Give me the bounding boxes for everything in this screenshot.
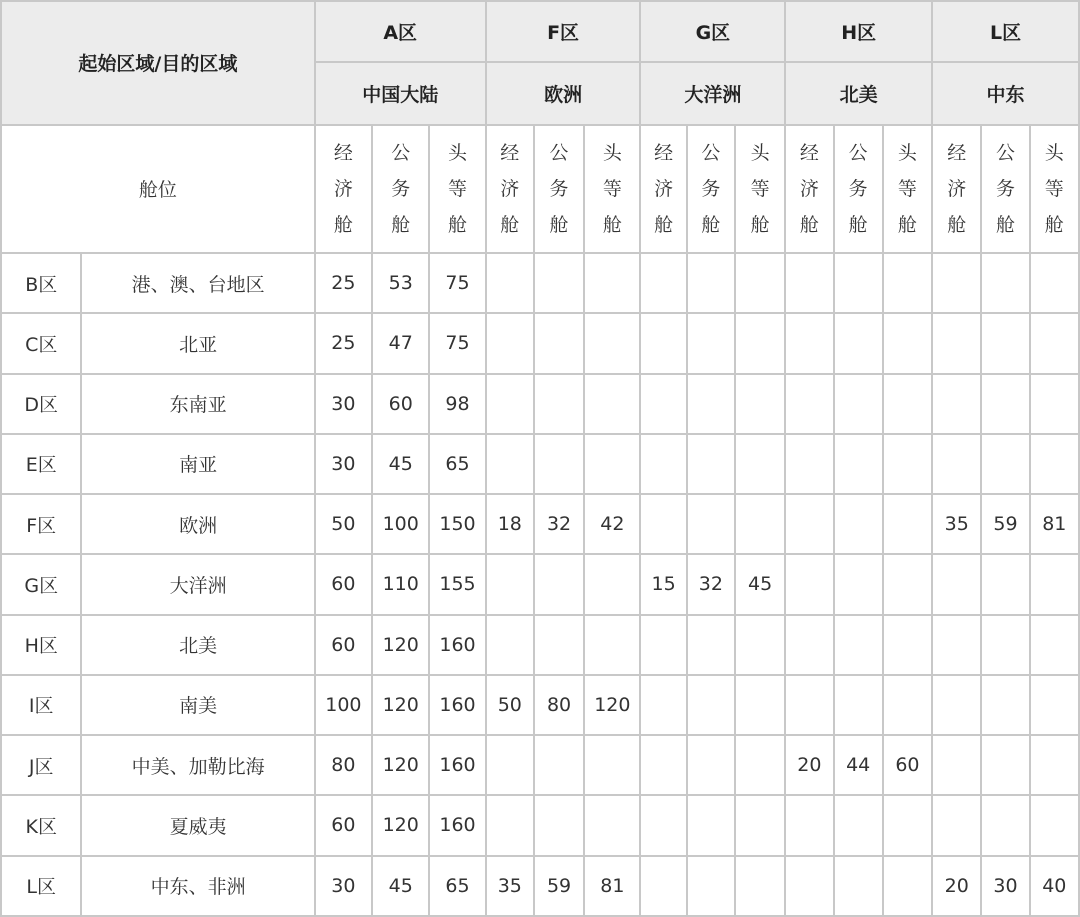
cabin-row-label: 舱位 <box>1 125 315 254</box>
miles-cell <box>735 313 785 373</box>
miles-cell: 80 <box>315 735 372 795</box>
cabin-header-first: 头 等 舱 <box>735 125 785 254</box>
miles-cell <box>1030 554 1079 614</box>
origin-zone: K区 <box>1 795 81 855</box>
origin-zone: G区 <box>1 554 81 614</box>
miles-cell <box>735 675 785 735</box>
miles-cell <box>584 554 640 614</box>
origin-zone: I区 <box>1 675 81 735</box>
miles-cell <box>735 856 785 916</box>
miles-cell <box>584 434 640 494</box>
miles-cell: 60 <box>883 735 932 795</box>
miles-cell: 42 <box>584 494 640 554</box>
cabin-header-economy: 经 济 舱 <box>640 125 686 254</box>
miles-cell: 32 <box>687 554 735 614</box>
cabin-header-economy: 经 济 舱 <box>486 125 534 254</box>
dest-region-a: 中国大陆 <box>315 62 486 124</box>
miles-cell: 25 <box>315 253 372 313</box>
miles-cell <box>981 795 1029 855</box>
miles-cell <box>534 253 584 313</box>
origin-zone: B区 <box>1 253 81 313</box>
cabin-header-first: 头 等 舱 <box>1030 125 1079 254</box>
miles-cell <box>785 675 833 735</box>
dest-region-g: 大洋洲 <box>640 62 785 124</box>
miles-cell: 45 <box>372 434 429 494</box>
miles-cell <box>534 735 584 795</box>
origin-zone: D区 <box>1 374 81 434</box>
miles-cell <box>640 313 686 373</box>
miles-cell <box>981 675 1029 735</box>
miles-cell <box>687 434 735 494</box>
miles-cell <box>687 675 735 735</box>
miles-cell <box>981 253 1029 313</box>
miles-cell <box>834 313 883 373</box>
miles-cell <box>932 795 981 855</box>
miles-cell <box>640 253 686 313</box>
miles-cell: 81 <box>584 856 640 916</box>
miles-cell <box>584 615 640 675</box>
miles-cell <box>534 434 584 494</box>
dest-region-l: 中东 <box>932 62 1079 124</box>
miles-cell <box>981 615 1029 675</box>
miles-cell: 160 <box>429 735 485 795</box>
miles-cell: 25 <box>315 313 372 373</box>
miles-cell: 53 <box>372 253 429 313</box>
miles-cell: 81 <box>1030 494 1079 554</box>
miles-cell <box>1030 795 1079 855</box>
corner-label: 起始区域/目的区域 <box>1 1 315 125</box>
miles-cell <box>735 494 785 554</box>
origin-region: 中美、加勒比海 <box>81 735 314 795</box>
miles-cell: 120 <box>372 615 429 675</box>
miles-cell <box>883 313 932 373</box>
miles-cell: 20 <box>932 856 981 916</box>
miles-cell <box>883 374 932 434</box>
dest-region-h: 北美 <box>785 62 932 124</box>
miles-cell <box>981 554 1029 614</box>
miles-cell <box>785 795 833 855</box>
miles-cell <box>687 494 735 554</box>
miles-cell <box>584 374 640 434</box>
miles-cell <box>640 735 686 795</box>
miles-cell: 100 <box>315 675 372 735</box>
origin-region: 北美 <box>81 615 314 675</box>
miles-cell <box>534 615 584 675</box>
miles-cell: 60 <box>372 374 429 434</box>
miles-cell <box>735 434 785 494</box>
origin-region: 中东、非洲 <box>81 856 314 916</box>
miles-cell: 100 <box>372 494 429 554</box>
miles-cell <box>640 374 686 434</box>
miles-cell <box>883 253 932 313</box>
miles-cell <box>534 554 584 614</box>
origin-region: 大洋洲 <box>81 554 314 614</box>
miles-cell <box>1030 253 1079 313</box>
miles-cell <box>486 615 534 675</box>
cabin-header-first: 头 等 舱 <box>429 125 485 254</box>
miles-cell <box>785 253 833 313</box>
miles-cell <box>687 253 735 313</box>
miles-cell: 44 <box>834 735 883 795</box>
miles-cell <box>1030 675 1079 735</box>
miles-cell <box>1030 615 1079 675</box>
miles-cell <box>834 374 883 434</box>
cabin-header-first: 头 等 舱 <box>584 125 640 254</box>
miles-cell: 59 <box>534 856 584 916</box>
cabin-header-business: 公 务 舱 <box>534 125 584 254</box>
miles-cell <box>687 374 735 434</box>
miles-cell <box>883 795 932 855</box>
miles-cell: 155 <box>429 554 485 614</box>
miles-cell <box>584 795 640 855</box>
miles-cell: 59 <box>981 494 1029 554</box>
miles-cell: 120 <box>584 675 640 735</box>
origin-zone: H区 <box>1 615 81 675</box>
origin-zone: E区 <box>1 434 81 494</box>
miles-cell: 110 <box>372 554 429 614</box>
miles-cell <box>981 434 1029 494</box>
miles-cell: 160 <box>429 795 485 855</box>
miles-cell <box>834 795 883 855</box>
miles-cell <box>640 795 686 855</box>
miles-cell: 20 <box>785 735 833 795</box>
miles-cell: 98 <box>429 374 485 434</box>
dest-region-f: 欧洲 <box>486 62 641 124</box>
miles-cell <box>486 313 534 373</box>
origin-region: 东南亚 <box>81 374 314 434</box>
miles-cell <box>584 735 640 795</box>
miles-cell: 75 <box>429 253 485 313</box>
miles-cell <box>640 615 686 675</box>
miles-cell <box>584 313 640 373</box>
miles-cell: 75 <box>429 313 485 373</box>
miles-cell <box>883 856 932 916</box>
miles-cell <box>640 856 686 916</box>
miles-cell <box>932 434 981 494</box>
miles-cell: 50 <box>486 675 534 735</box>
cabin-header-business: 公 务 舱 <box>834 125 883 254</box>
miles-cell <box>486 795 534 855</box>
miles-cell: 40 <box>1030 856 1079 916</box>
miles-cell <box>735 374 785 434</box>
dest-zone-a: A区 <box>315 1 486 62</box>
miles-cell <box>534 374 584 434</box>
miles-cell <box>1030 434 1079 494</box>
miles-cell <box>584 253 640 313</box>
cabin-header-business: 公 务 舱 <box>981 125 1029 254</box>
origin-region: 欧洲 <box>81 494 314 554</box>
miles-cell: 120 <box>372 795 429 855</box>
miles-cell <box>486 554 534 614</box>
miles-cell <box>834 253 883 313</box>
miles-cell: 150 <box>429 494 485 554</box>
cabin-header-economy: 经 济 舱 <box>315 125 372 254</box>
miles-cell: 32 <box>534 494 584 554</box>
cabin-header-economy: 经 济 舱 <box>932 125 981 254</box>
miles-cell <box>834 554 883 614</box>
miles-cell <box>785 615 833 675</box>
miles-cell <box>883 494 932 554</box>
origin-zone: L区 <box>1 856 81 916</box>
origin-region: 北亚 <box>81 313 314 373</box>
miles-cell <box>981 313 1029 373</box>
dest-zone-g: G区 <box>640 1 785 62</box>
miles-cell <box>981 735 1029 795</box>
miles-cell <box>486 253 534 313</box>
miles-cell <box>735 735 785 795</box>
miles-cell: 47 <box>372 313 429 373</box>
miles-cell <box>932 313 981 373</box>
miles-cell <box>735 253 785 313</box>
miles-cell: 120 <box>372 735 429 795</box>
miles-cell <box>883 615 932 675</box>
miles-cell <box>981 374 1029 434</box>
miles-cell: 120 <box>372 675 429 735</box>
miles-cell: 160 <box>429 615 485 675</box>
miles-cell: 30 <box>981 856 1029 916</box>
miles-cell: 18 <box>486 494 534 554</box>
miles-cell <box>640 434 686 494</box>
cabin-header-economy: 经 济 舱 <box>785 125 833 254</box>
miles-cell: 60 <box>315 795 372 855</box>
miles-cell <box>785 374 833 434</box>
miles-cell: 30 <box>315 434 372 494</box>
miles-cell <box>687 856 735 916</box>
miles-cell <box>883 675 932 735</box>
miles-cell: 35 <box>932 494 981 554</box>
miles-cell <box>932 253 981 313</box>
cabin-header-business: 公 务 舱 <box>687 125 735 254</box>
origin-zone: J区 <box>1 735 81 795</box>
miles-cell <box>534 313 584 373</box>
miles-cell: 30 <box>315 856 372 916</box>
miles-cell <box>486 735 534 795</box>
miles-cell <box>735 615 785 675</box>
miles-cell <box>1030 313 1079 373</box>
miles-cell <box>486 434 534 494</box>
miles-cell <box>932 735 981 795</box>
miles-cell <box>785 856 833 916</box>
miles-cell <box>883 434 932 494</box>
miles-cell <box>932 554 981 614</box>
miles-cell <box>735 795 785 855</box>
miles-cell <box>687 735 735 795</box>
miles-cell <box>534 795 584 855</box>
dest-zone-l: L区 <box>932 1 1079 62</box>
miles-cell: 15 <box>640 554 686 614</box>
miles-cell <box>687 615 735 675</box>
miles-cell <box>785 434 833 494</box>
origin-region: 南美 <box>81 675 314 735</box>
miles-cell <box>932 615 981 675</box>
miles-cell <box>785 494 833 554</box>
miles-cell: 50 <box>315 494 372 554</box>
cabin-header-first: 头 等 舱 <box>883 125 932 254</box>
miles-cell <box>687 313 735 373</box>
miles-cell <box>640 494 686 554</box>
origin-region: 夏威夷 <box>81 795 314 855</box>
miles-cell <box>883 554 932 614</box>
miles-cell: 60 <box>315 615 372 675</box>
miles-cell: 160 <box>429 675 485 735</box>
miles-cell <box>932 675 981 735</box>
miles-cell: 60 <box>315 554 372 614</box>
miles-cell: 65 <box>429 434 485 494</box>
miles-cell <box>1030 374 1079 434</box>
origin-zone: F区 <box>1 494 81 554</box>
miles-cell: 45 <box>372 856 429 916</box>
dest-zone-f: F区 <box>486 1 641 62</box>
miles-cell <box>785 313 833 373</box>
dest-zone-h: H区 <box>785 1 932 62</box>
miles-cell <box>785 554 833 614</box>
miles-cell <box>834 675 883 735</box>
miles-cell <box>834 856 883 916</box>
origin-zone: C区 <box>1 313 81 373</box>
miles-cell <box>687 795 735 855</box>
miles-cell <box>834 615 883 675</box>
miles-cell <box>932 374 981 434</box>
miles-cell <box>640 675 686 735</box>
miles-cell <box>486 374 534 434</box>
origin-region: 南亚 <box>81 434 314 494</box>
cabin-header-business: 公 务 舱 <box>372 125 429 254</box>
miles-cell: 30 <box>315 374 372 434</box>
miles-cell: 80 <box>534 675 584 735</box>
miles-cell: 45 <box>735 554 785 614</box>
miles-cell: 65 <box>429 856 485 916</box>
miles-cell: 35 <box>486 856 534 916</box>
miles-cell <box>834 494 883 554</box>
origin-region: 港、澳、台地区 <box>81 253 314 313</box>
miles-cell <box>1030 735 1079 795</box>
miles-cell <box>834 434 883 494</box>
